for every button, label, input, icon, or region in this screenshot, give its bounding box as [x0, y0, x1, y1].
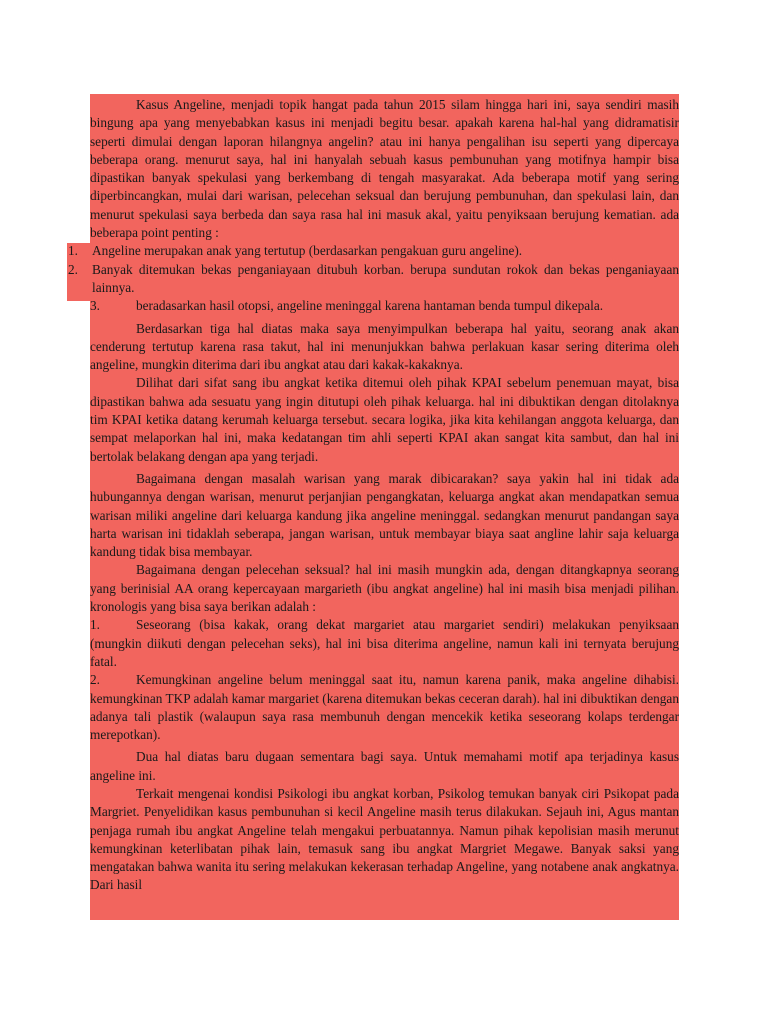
paragraph-warisan: Bagaimana dengan masalah warisan yang marak dibicarakan? saya yakin hal ini tidak ada hubungannya dengan warisan, menurut perjanjian pengangkatan, keluarga angkat akan mendapatkan semua warisan miliki angeline dari keluarga kandung jika angeline meninggal. sedangkan menurut pandangan saya harta warisan ini tidaklah seberapa, jangan warisan, untuk membayar biaya saat angline lahir saja keluarga kandung tidak bisa membayar. [90, 470, 679, 560]
list-number: 2. [90, 672, 100, 688]
list-item [90, 297, 679, 315]
list-item [90, 671, 679, 744]
list-text: Seseorang (bisa kakak, orang dekat margariet atau margariet sendiri) melakukan penyiksaan (mungkin diikuti dengan pelecehan seks), hal ini bisa diterima angeline, namun kali ini ternyata berujung fatal. [90, 617, 679, 669]
paragraph-pelecehan: Bagaimana dengan pelecehan seksual? hal ini masih mungkin ada, dengan ditangkapnya seorang yang berinisial AA orang kepercayaan margarieth (ibu angkat angeline) hal ini masih bisa menjadi pilihan. kronologis yang bisa saya berikan adalah : [90, 562, 679, 615]
list-item [68, 261, 679, 298]
paragraph-kpai: Dilihat dari sifat sang ibu angkat ketika ditemui oleh pihak KPAI sebelum penemuan mayat, bisa dipastikan bahwa ada sesuatu yang ingin ditutupi oleh pihak keluarga. hal ini dibuktikan dengan ditolaknya tim KPAI ketika datang kerumah keluarga tersebut. secara logika, jika kita kehilangan anggota keluarga, dan sempat melaporkan hal ini, maka kedatangan tim ahli seperti KPAI akan sangat kita sambut, dan hal ini bertolak belakang dengan apa yang terjadi. [90, 375, 679, 464]
document-body [68, 96, 679, 895]
list-item [90, 616, 679, 671]
list-text: beradasarkan hasil otopsi, angeline meninggal karena hantaman benda tumpul dikepala. [136, 298, 604, 314]
list-number: 3. [90, 298, 100, 314]
list-text: Angeline merupakan anak yang tertutup (berdasarkan pengakuan guru angeline). [92, 243, 523, 259]
list-number: 2. [68, 261, 78, 277]
paragraph-conclusion: Berdasarkan tiga hal diatas maka saya menyimpulkan beberapa hal yaitu, seorang anak akan cenderung tertutup karena rasa takut, hal ini menunjukkan bahwa perlakuan kasar sering diterima oleh angeline, mungkin diterima dari ibu angkat atau dari kakak-kakaknya. [90, 320, 679, 373]
paragraph-intro: Kasus Angeline, menjadi topik hangat pada tahun 2015 silam hingga hari ini, saya sendiri masih bingung apa yang menyebabkan kasus ini menjadi begitu besar. apakah karena hal-hal yang didramatisir seperti dimulai dengan laporan hilangnya angelin? atau ini hanya pengalihan isu seperti yang dipercaya beberapa orang. menurut saya, hal ini hanyalah sebuah kasus pembunuhan yang motifnya hampir bisa dipastikan banyak spekulasi yang berkembang di tengah masyarakat. Ada beberapa motif yang sering diperbincangkan, mulai dari warisan, pelecehan seksual dan berujung pembunuhan, dan spekulasi lain, dan menurut spekulasi saya berbeda dan saya rasa hal ini masuk akal, yaitu penyiksaan berujung kematian. ada beberapa point penting : [90, 97, 679, 241]
list-item [68, 242, 679, 260]
paragraph-dugaan: Dua hal diatas baru dugaan sementara bagi saya. Untuk memahami motif apa terjadinya kasus angeline ini. [90, 749, 679, 783]
list-text: Kemungkinan angeline belum meninggal saat itu, namun karena panik, maka angeline dihabisi. kemungkinan TKP adalah kamar margariet (karena ditemukan bekas ceceran darah). hal ini dibuktikan dengan adanya tali plastik (walaupun saya rasa membunuh dengan mencekik ketika seseorang kolaps terdengar merepotkan). [90, 672, 679, 743]
paragraph-psikologi: Terkait mengenai kondisi Psikologi ibu angkat korban, Psikolog temukan banyak ciri Psikopat pada Margriet. Penyelidikan kasus pembunuhan si kecil Angeline masih terus dilakukan. Sejauh ini, Agus mantan penjaga rumah ibu angkat Angeline telah mengakui perbuatannya. Namun pihak kepolisian masih merunut kemungkinan keterlibatan pihak lain, temasuk sang ibu angkat Margriet Megawe. Banyak saksi yang mengatakan bahwa wanita itu sering melakukan kekerasan terhadap Angeline, yang notabene anak angkatnya. Dari hasil [90, 785, 679, 893]
list-number: 1. [68, 243, 78, 259]
list-text: Banyak ditemukan bekas penganiayaan ditubuh korban. berupa sundutan rokok dan bekas penganiayaan lainnya. [92, 261, 679, 295]
list-number: 1. [90, 617, 100, 633]
